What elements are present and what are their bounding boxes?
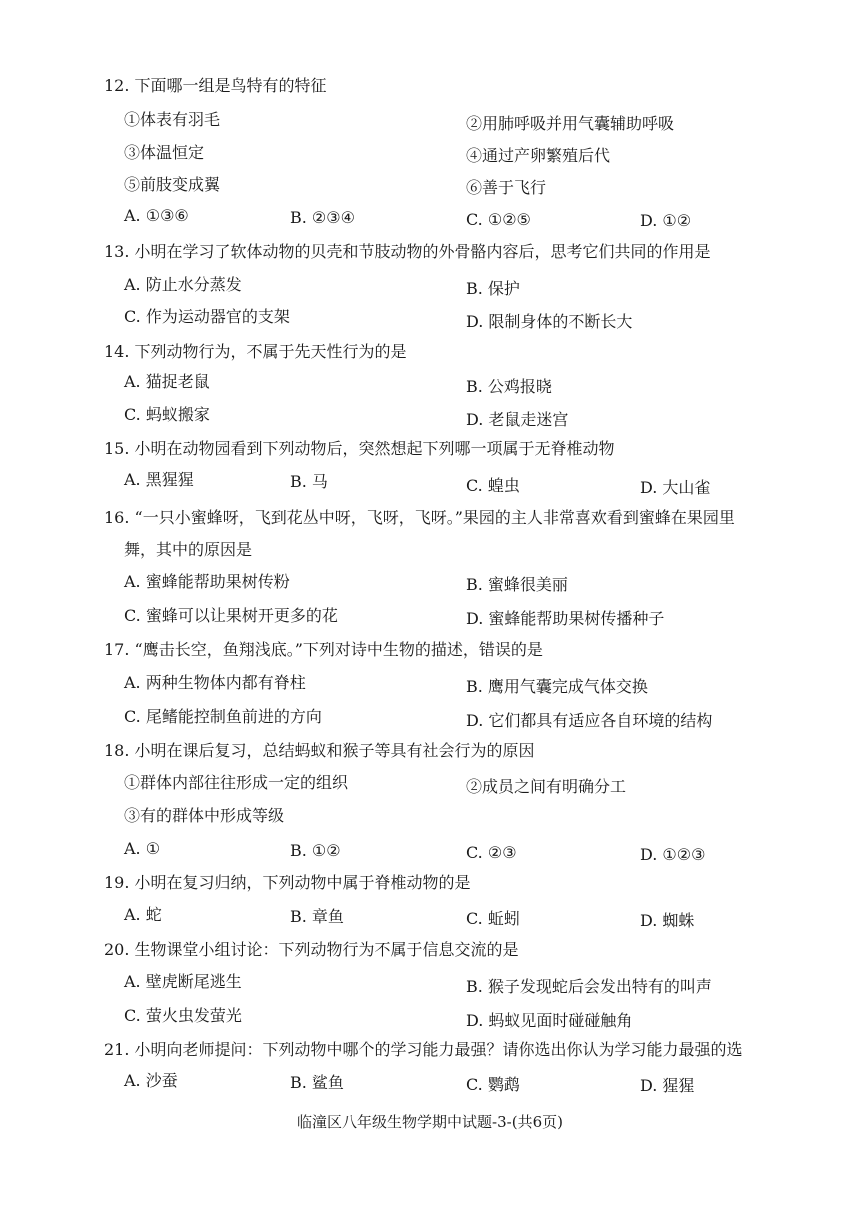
q14-option-d: D. 老鼠走迷宫: [466, 410, 569, 429]
q20-option-a: A. 壁虎断尾逃生: [124, 972, 242, 991]
q18-item-3: ③有的群体中形成等级: [124, 806, 285, 825]
q18-option-a: A. ①: [124, 839, 161, 858]
question-14-stem: 14. 下列动物行为，不属于先天性行为的是: [104, 342, 407, 361]
question-16-stem: 16. “一只小蜜蜂呀，飞到花丛中呀，飞呀，飞呀。”果园的主人非常喜欢看到蜜蜂在果园里: [104, 508, 735, 527]
q12-option-a: A. ①③⑥: [124, 206, 189, 225]
q17-option-b: B. 鹰用气囊完成气体交换: [466, 677, 648, 696]
q18-item-2: ②成员之间有明确分工: [466, 777, 627, 796]
q12-item-2: ②用肺呼吸并用气囊辅助呼吸: [466, 114, 675, 133]
q14-option-a: A. 猫捉老鼠: [124, 372, 210, 391]
q19-option-a: A. 蛇: [124, 905, 162, 924]
question-18-stem: 18. 小明在课后复习，总结蚂蚁和猴子等具有社会行为的原因: [104, 741, 535, 760]
q17-option-d: D. 它们都具有适应各自环境的结构: [466, 711, 713, 730]
q21-option-b: B. 鲨鱼: [290, 1073, 344, 1092]
question-16-stem-continued: 舞，其中的原因是: [124, 540, 253, 559]
question-13-stem: 13. 小明在学习了软体动物的贝壳和节肢动物的外骨骼内容后，思考它们共同的作用是: [104, 242, 711, 261]
question-21-stem: 21. 小明向老师提问：下列动物中哪个的学习能力最强？请你选出你认为学习能力最强的选: [104, 1040, 743, 1059]
q13-option-d: D. 限制身体的不断长大: [466, 312, 633, 331]
q15-option-b: B. 马: [290, 472, 328, 491]
question-15-stem: 15. 小明在动物园看到下列动物后，突然想起下列哪一项属于无脊椎动物: [104, 439, 615, 458]
q12-item-6: ⑥善于飞行: [466, 178, 547, 197]
q15-option-d: D. 大山雀: [640, 478, 711, 497]
q16-option-a: A. 蜜蜂能帮助果树传粉: [124, 572, 290, 591]
question-20-stem: 20. 生物课堂小组讨论：下列动物行为不属于信息交流的是: [104, 940, 519, 959]
q21-option-c: C. 鹦鹉: [466, 1075, 520, 1094]
q21-option-d: D. 猩猩: [640, 1076, 695, 1095]
q12-item-4: ④通过产卵繁殖后代: [466, 146, 611, 165]
q15-option-c: C. 蝗虫: [466, 476, 520, 495]
q17-option-c: C. 尾鳍能控制鱼前进的方向: [124, 707, 322, 726]
q12-item-1: ①体表有羽毛: [124, 110, 221, 129]
question-17-stem: 17. “鹰击长空，鱼翔浅底。”下列对诗中生物的描述，错误的是: [104, 640, 543, 659]
q12-option-c: C. ①②⑤: [466, 210, 531, 229]
q12-item-5: ⑤前肢变成翼: [124, 175, 221, 194]
q21-option-a: A. 沙蚕: [124, 1071, 178, 1090]
q19-option-d: D. 蜘蛛: [640, 911, 695, 930]
q20-option-c: C. 萤火虫发萤光: [124, 1006, 242, 1025]
q19-option-b: B. 章鱼: [290, 907, 344, 926]
q18-item-1: ①群体内部往往形成一定的组织: [124, 773, 349, 792]
q12-option-d: D. ①②: [640, 211, 692, 230]
q19-option-c: C. 蚯蚓: [466, 909, 520, 928]
q18-option-c: C. ②③: [466, 843, 517, 862]
q12-option-b: B. ②③④: [290, 208, 355, 227]
q15-option-a: A. 黑猩猩: [124, 470, 194, 489]
q13-option-c: C. 作为运动器官的支架: [124, 307, 290, 326]
q12-item-3: ③体温恒定: [124, 143, 205, 162]
q16-option-b: B. 蜜蜂很美丽: [466, 575, 568, 594]
q13-option-b: B. 保护: [466, 279, 520, 298]
q20-option-d: D. 蚂蚁见面时碰碰触角: [466, 1011, 633, 1030]
q20-option-b: B. 猴子发现蛇后会发出特有的叫声: [466, 977, 712, 996]
q14-option-c: C. 蚂蚁搬家: [124, 405, 210, 424]
q16-option-c: C. 蜜蜂可以让果树开更多的花: [124, 606, 338, 625]
q14-option-b: B. 公鸡报晓: [466, 377, 552, 396]
q18-option-b: B. ①②: [290, 841, 341, 860]
q17-option-a: A. 两种生物体内都有脊柱: [124, 673, 306, 692]
q13-option-a: A. 防止水分蒸发: [124, 275, 242, 294]
question-19-stem: 19. 小明在复习归纳，下列动物中属于脊椎动物的是: [104, 873, 471, 892]
question-12-stem: 12. 下面哪一组是鸟特有的特征: [104, 76, 327, 95]
page-footer: 临潼区八年级生物学期中试题-3-(共6页): [297, 1113, 563, 1131]
q18-option-d: D. ①②③: [640, 845, 706, 864]
q16-option-d: D. 蜜蜂能帮助果树传播种子: [466, 609, 665, 628]
